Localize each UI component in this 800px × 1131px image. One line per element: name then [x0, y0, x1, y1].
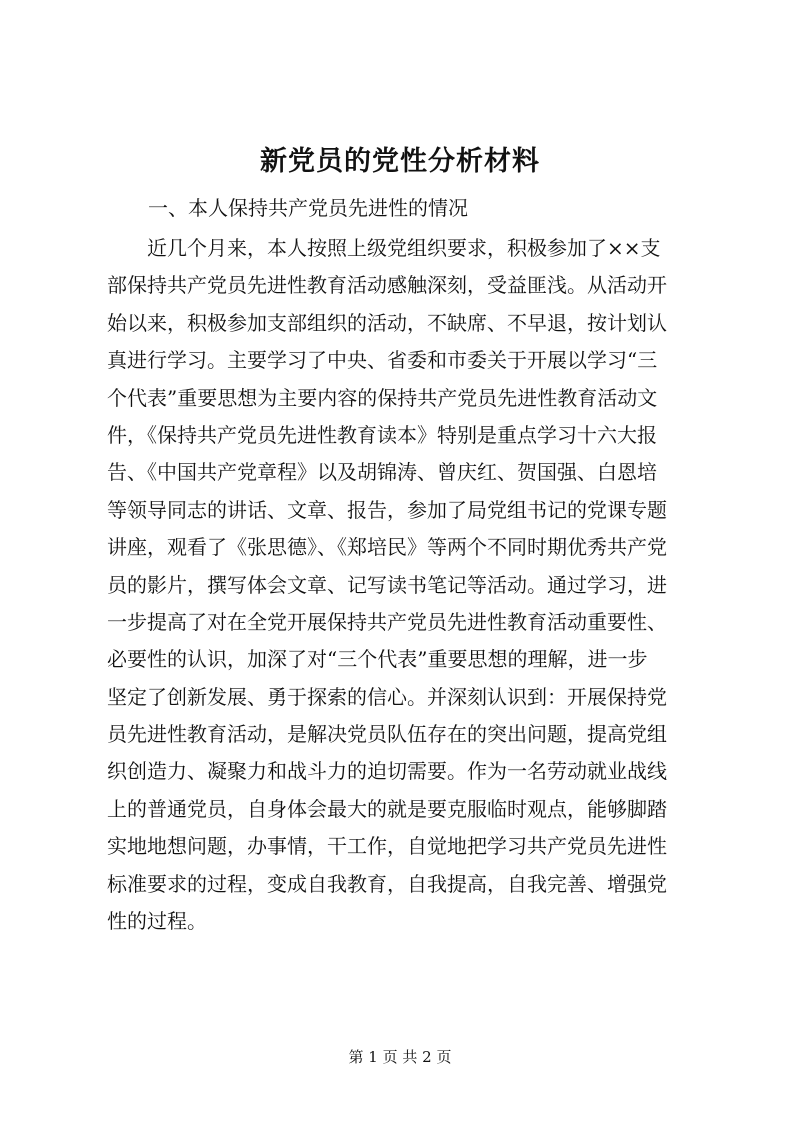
paragraph-line: 员先进性教育活动，是解决党员队伍存在的突出问题，提高党组	[107, 722, 667, 747]
paragraph-line: 必要性的认识，加深了对“三个代表”重要思想的理解，进一步	[107, 647, 648, 672]
paragraph-line: 上的普通党员，自身体会最大的就是要克服临时观点，能够脚踏	[107, 796, 667, 821]
paragraph-line: 坚定了创新发展、勇于探索的信心。并深刻认识到：开展保持党	[107, 684, 667, 709]
paragraph-line: 件，《保持共产党员先进性教育读本》特别是重点学习十六大报	[107, 422, 657, 447]
document-title: 新党员的党性分析材料	[260, 146, 540, 177]
body-paragraph	[107, 230, 707, 940]
paragraph-line: 实地地想问题，办事情，干工作，自觉地把学习共产党员先进性	[107, 834, 667, 859]
paragraph-line: 真进行学习。主要学习了中央、省委和市委关于开展以学习“三	[107, 348, 658, 373]
paragraph-line: 告、《中国共产党章程》以及胡锦涛、曾庆红、贺国强、白恩培	[107, 460, 657, 485]
paragraph-line: 部保持共产党员先进性教育活动感触深刻，受益匪浅。从活动开	[107, 273, 667, 298]
paragraph-line: 个代表”重要思想为主要内容的保持共产党员先进性教育活动文	[107, 385, 658, 410]
section-heading: 一、本人保持共产党员先进性的情况	[148, 196, 468, 220]
page-number-footer: 第 1 页 共 2 页	[348, 1048, 452, 1066]
paragraph-line: 一步提高了对在全党开展保持共产党员先进性教育活动重要性、	[107, 609, 667, 634]
paragraph-line: 讲座，观看了《张思德》、《郑培民》等两个不同时期优秀共产党	[107, 535, 667, 560]
paragraph-line: 等领导同志的讲话、文章、报告，参加了局党组书记的党课专题	[107, 497, 667, 522]
paragraph-line: 近几个月来，本人按照上级党组织要求，积极参加了××支	[147, 236, 661, 260]
paragraph-line: 始以来，积极参加支部组织的活动，不缺席、不早退，按计划认	[107, 310, 667, 335]
paragraph-line: 性的过程。	[107, 909, 207, 934]
paragraph-line: 标准要求的过程，变成自我教育，自我提高，自我完善、增强党	[107, 871, 667, 896]
paragraph-line: 织创造力、凝聚力和战斗力的迫切需要。作为一名劳动就业战线	[107, 759, 667, 784]
paragraph-line: 员的影片，撰写体会文章、记写读书笔记等活动。通过学习，进	[107, 572, 667, 597]
